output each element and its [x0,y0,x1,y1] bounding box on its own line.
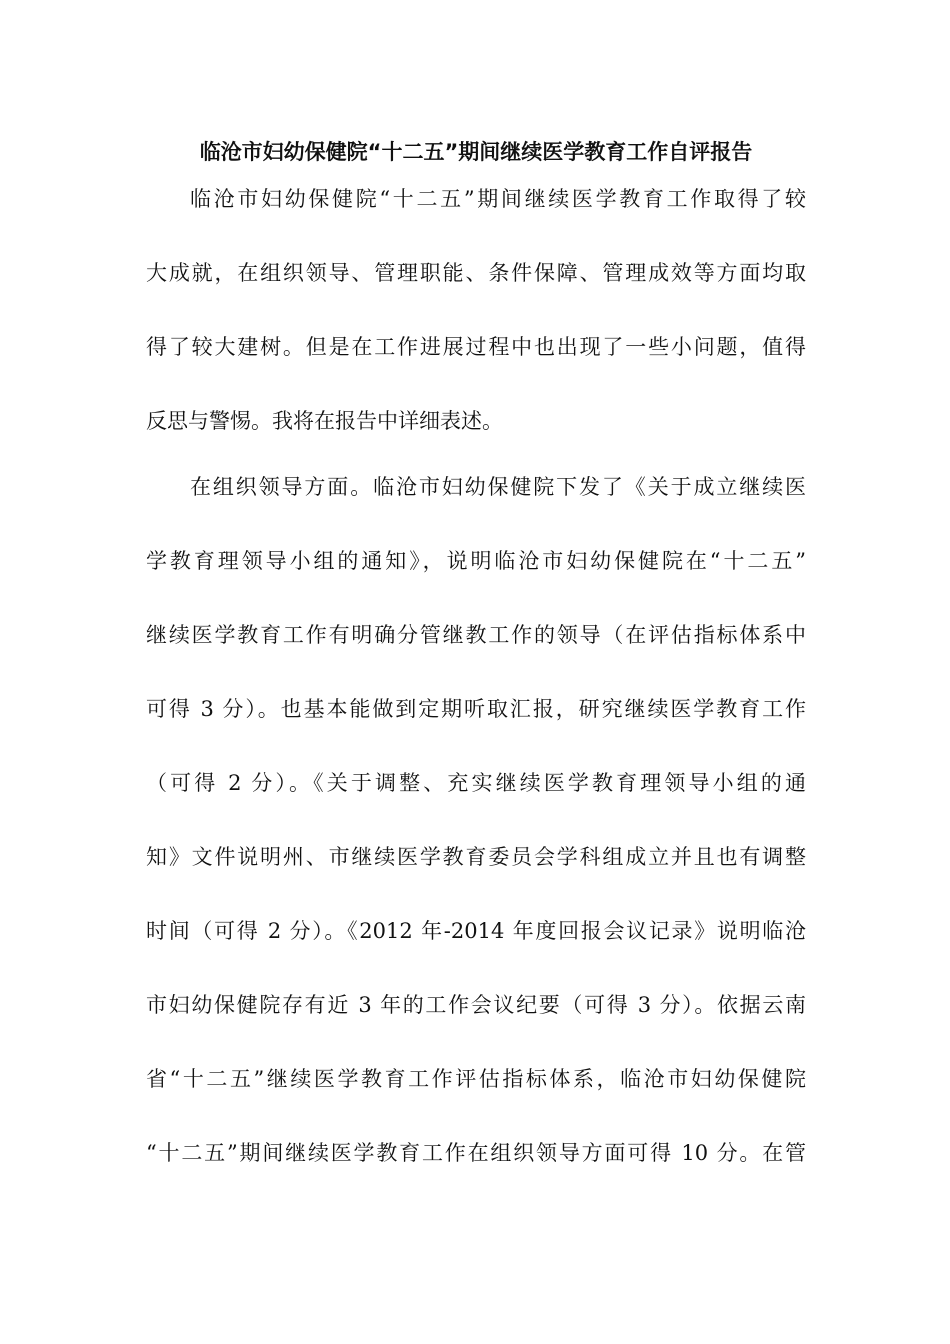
paragraph-1-line-3: 得了较大建树。但是在工作进展过程中也出现了一些小问题，值得 [146,335,806,359]
paragraph-1-line-2: 大成就，在组织领导、管理职能、条件保障、管理成效等方面均取 [146,261,806,285]
paragraph-2-line-9: 省“十二五”继续医学教育工作评估指标体系，临沧市妇幼保健院 [146,1067,806,1091]
paragraph-2-line-10: “十二五”期间继续医学教育工作在组织领导方面可得 10 分。在管 [146,1141,806,1165]
paragraph-2-line-1: 在组织领导方面。临沧市妇幼保健院下发了《关于成立继续医 [190,475,806,499]
paragraph-1-line-1: 临沧市妇幼保健院“十二五”期间继续医学教育工作取得了较 [190,187,806,211]
paragraph-2-line-4: 可得 3 分）。也基本能做到定期听取汇报，研究继续医学教育工作 [146,697,806,721]
paragraph-2-line-6: 知》文件说明州、市继续医学教育委员会学科组成立并且也有调整 [146,845,806,869]
paragraph-2-line-7: 时间（可得 2 分）。《2012 年-2014 年度回报会议记录》说明临沧 [146,919,806,943]
document-title: 临沧市妇幼保健院“十二五”期间继续医学教育工作自评报告 [199,140,753,164]
paragraph-2-line-3: 继续医学教育工作有明确分管继教工作的领导（在评估指标体系中 [146,623,806,647]
paragraph-2-line-5: （可得 2 分）。《关于调整、充实继续医学教育理领导小组的通 [146,771,806,795]
paragraph-2-line-2: 学教育理领导小组的通知》，说明临沧市妇幼保健院在“十二五” [146,549,806,573]
paragraph-2-line-8: 市妇幼保健院存有近 3 年的工作会议纪要（可得 3 分）。依据云南 [146,993,806,1017]
paragraph-1-line-4: 反思与警惕。我将在报告中详细表述。 [146,409,503,433]
